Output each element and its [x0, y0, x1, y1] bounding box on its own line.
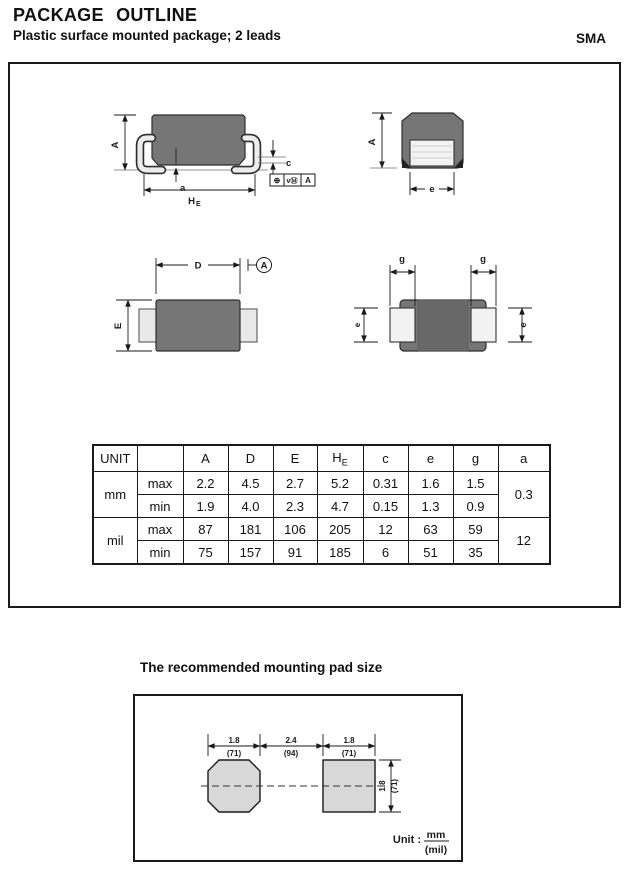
unit-mil-cell: mil — [93, 518, 137, 565]
page-title: PACKAGE OUTLINE — [13, 5, 198, 25]
table-row — [93, 541, 550, 565]
page-subtitle: Plastic surface mounted package; 2 leads — [13, 28, 281, 43]
pad-dim-gap-mm: 2.4 — [285, 736, 297, 745]
mm-min-g: 0.9 — [453, 495, 498, 518]
mm-max-g: 1.5 — [453, 472, 498, 495]
mil-min-c: 6 — [363, 541, 408, 565]
terminal-right — [471, 308, 496, 342]
tolerance-datum: A — [305, 176, 311, 185]
dim-label-HE-main: H — [188, 196, 195, 207]
mm-min-E: 2.3 — [273, 495, 317, 518]
pad-dim-right-mm: 1.8 — [343, 736, 355, 745]
top-view-drawing — [106, 250, 301, 365]
mounting-pad-frame — [133, 694, 463, 862]
lead-tab-right — [239, 309, 257, 342]
terminal-left — [390, 308, 415, 342]
mm-max-label: max — [137, 472, 183, 495]
lead-tab-left — [139, 309, 157, 342]
mm-min-c: 0.15 — [363, 495, 408, 518]
pad-dim-height-mil: (71) — [390, 778, 399, 794]
tolerance-symbol-position: ⊕ — [273, 176, 281, 185]
mm-max-A: 2.2 — [183, 472, 228, 495]
dim-label-g-right: g — [480, 254, 486, 265]
table-header-a: a — [498, 445, 550, 472]
mil-min-g: 35 — [453, 541, 498, 565]
unit-denominator: (mil) — [424, 844, 448, 856]
pad-dim-left-mm: 1.8 — [228, 736, 240, 745]
dim-label-g-left: g — [399, 254, 405, 265]
mil-a-value: 12 — [498, 518, 550, 565]
dim-label-a: a — [180, 183, 186, 194]
mil-max-D: 181 — [228, 518, 273, 541]
mil-min-e: 51 — [408, 541, 453, 565]
mm-min-e: 1.3 — [408, 495, 453, 518]
dim-label-c: c — [286, 158, 292, 169]
mil-min-E: 91 — [273, 541, 317, 565]
dim-label-A-end: A — [367, 138, 378, 146]
table-header-c: c — [363, 445, 408, 472]
table-header-unit: UNIT — [93, 445, 137, 472]
mil-min-HE: 185 — [317, 541, 363, 565]
mounting-pad-drawing — [135, 696, 461, 860]
package-body-front — [152, 115, 245, 165]
table-header-HE: $H_E$ — [317, 445, 363, 472]
dimension-table — [92, 444, 551, 565]
mm-min-label: min — [137, 495, 183, 518]
mm-max-D: 4.5 — [228, 472, 273, 495]
mm-max-c: 0.31 — [363, 472, 408, 495]
table-row — [93, 472, 550, 495]
mounting-pad-title: The recommended mounting pad size — [140, 660, 383, 675]
mm-max-E: 2.7 — [273, 472, 317, 495]
package-body-top — [156, 300, 240, 351]
pad-dim-right-mil: (71) — [341, 749, 357, 758]
mil-min-A: 75 — [183, 541, 228, 565]
tolerance-value: vⓂ — [286, 178, 298, 185]
datum-A-label: A — [260, 260, 268, 272]
table-row — [93, 495, 550, 518]
end-view-drawing — [366, 100, 481, 200]
mm-max-e: 1.6 — [408, 472, 453, 495]
dim-label-e-left: e — [353, 322, 362, 328]
dim-label-D: D — [194, 260, 202, 272]
pad-dim-height-mm: 1.8 — [378, 780, 387, 792]
datum-A — [248, 258, 272, 273]
dim-label-E: E — [113, 322, 124, 330]
mm-min-A: 1.9 — [183, 495, 228, 518]
mm-a-value: 0.3 — [498, 472, 550, 518]
tolerance-frame — [270, 174, 315, 186]
lead-end-face — [410, 140, 454, 166]
mm-max-HE: 5.2 — [317, 472, 363, 495]
unit-mm-cell: mm — [93, 472, 137, 518]
dim-label-e-right: e — [518, 322, 529, 328]
mil-max-e: 63 — [408, 518, 453, 541]
dim-label-A-front: A — [110, 141, 121, 149]
mil-max-c: 12 — [363, 518, 408, 541]
table-header-e: e — [408, 445, 453, 472]
bottom-view-drawing — [350, 250, 540, 365]
mil-min-D: 157 — [228, 541, 273, 565]
unit-prefix: Unit : — [392, 834, 421, 846]
mil-max-g: 59 — [453, 518, 498, 541]
mil-max-E: 106 — [273, 518, 317, 541]
front-view-drawing — [98, 100, 328, 210]
pad-dim-gap-mil: (94) — [283, 749, 299, 758]
pad-dim-left-mil: (71) — [226, 749, 242, 758]
mil-max-label: max — [137, 518, 183, 541]
table-header-A: A — [183, 445, 228, 472]
table-header-g: g — [453, 445, 498, 472]
dim-label-HE-sub: E — [196, 201, 201, 208]
table-row — [93, 518, 550, 541]
unit-numerator: mm — [426, 829, 446, 841]
package-code: SMA — [576, 31, 606, 46]
mm-min-D: 4.0 — [228, 495, 273, 518]
mm-min-HE: 4.7 — [317, 495, 363, 518]
table-header-blank — [137, 445, 183, 472]
mil-min-label: min — [137, 541, 183, 565]
mil-max-HE: 205 — [317, 518, 363, 541]
table-header-E: E — [273, 445, 317, 472]
unit-note — [393, 829, 449, 856]
table-header-D: D — [228, 445, 273, 472]
mil-max-A: 87 — [183, 518, 228, 541]
dim-label-e-end: e — [429, 184, 435, 195]
